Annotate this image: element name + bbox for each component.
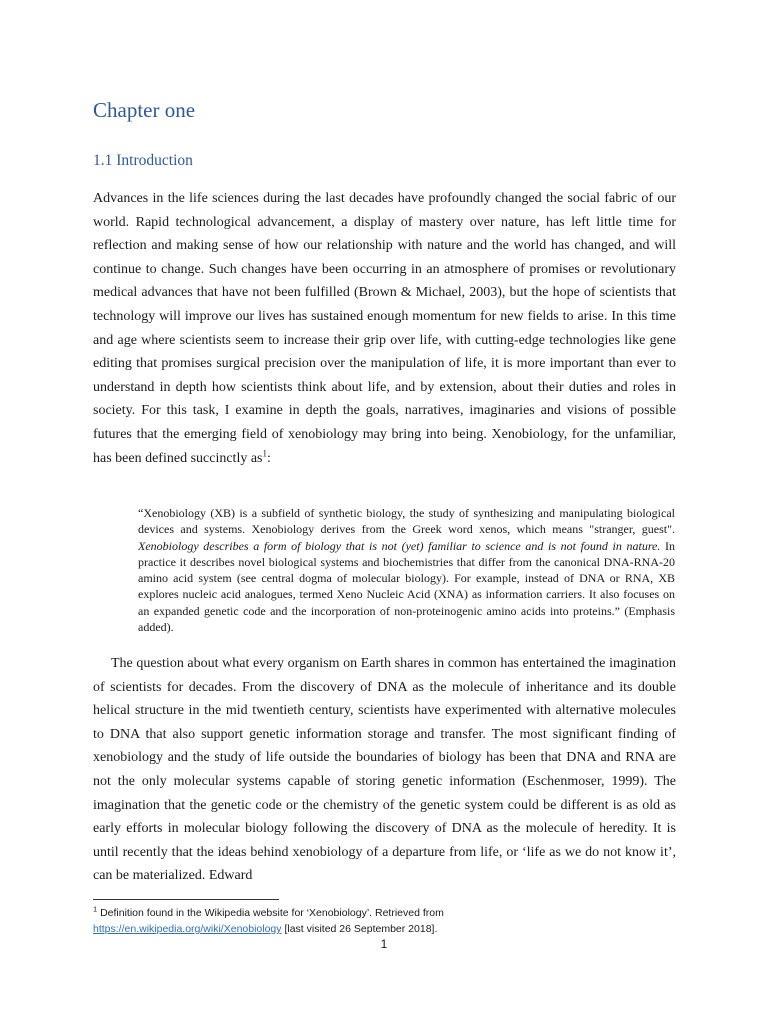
block-quote	[138, 505, 675, 635]
footnote-after-link: [last visited 26 September 2018].	[281, 923, 438, 935]
chapter-title: Chapter one	[93, 98, 196, 122]
footnote-text: Definition found in the Wikipedia website for ‘Xenobiology’. Retrieved from	[97, 907, 444, 919]
intro-paragraph-text: Advances in the life sciences during the last decades have profoundly changed the social fabric of our world. Rapid technological advancement, a display of mastery over nature, has left little time for reflection and making sense of how our relationship with nature and the world has changed, and will continue to change. Such changes have been occurring in an atmosphere of promises or revolutionary medical advances that have not been fulfilled (Brown & Michael, 2003), but the hope of scientists that technology will improve our lives has sustained enough momentum for new fields to arise. In this time and age where scientists seem to increase their grip over life, with cutting-edge technologies like gene editing that promises surgical precision over the manipulation of life, it is more important than ever to understand in depth how scientists think about life, and by extension, about their duties and roles in society. For this task, I examine in depth the goals, narratives, imaginaries and visions of possible futures that the emerging field of xenobiology may bring into being. Xenobiology, for the unfamiliar, has been defined succinctly as	[93, 191, 676, 466]
page-number: 1	[380, 937, 388, 951]
body-paragraph: The question about what every organism on Earth shares in common has entertained the imagination of scientists for decades. From the discovery of DNA as the molecule of inheritance and its double helical structure in the mid twentieth century, scientists have experimented with alternative molecules to DNA that also support genetic information storage and transfer. The most significant finding of xenobiology and the study of life outside the boundaries of biology has been that DNA and RNA are not the only molecular systems capable of storing genetic information (Eschenmoser, 1999). The imagination that the genetic code or the chemistry of the genetic system could be different is as old as early efforts in molecular biology following the discovery of DNA as the molecule of heredity. It is until recently that the ideas behind xenobiology of a departure from life, or ‘life as we do not know it’, can be materialized. Edward	[93, 656, 676, 884]
quote-emphasis: Xenobiology describes a form of biology that is not (yet) familiar to science and is not found in nature.	[138, 538, 661, 553]
quote-text-start: “Xenobiology (XB) is a subfield of synthetic biology, the study of synthesizing and manipulating biological devices and systems. Xenobiology derives from the Greek word xenos, which means "stranger, guest".	[138, 506, 675, 537]
footnote-reference[interactable]: 1	[262, 447, 267, 458]
quote-text-end: In practice it describes novel biological systems and biochemistries that differ from the canonical DNA-RNA-20 amino acid system (see central dogma of molecular biology). For example, instead of DNA or RNA, XB explores nucleic acid analogues, termed Xeno Nucleic Acid (XNA) as information carriers. It also focuses on an expanded genetic code and the incorporation of non-proteinogenic amino acids into proteins.” (Emphasis added).	[138, 538, 675, 635]
section-title: 1.1 Introduction	[93, 152, 193, 169]
footnote-link[interactable]: https://en.wikipedia.org/wiki/Xenobiology	[93, 923, 282, 935]
intro-paragraph-tail: :	[267, 450, 271, 466]
intro-paragraph	[93, 187, 676, 470]
footnote-separator	[93, 899, 279, 900]
footnote	[93, 905, 676, 937]
footnote-number: 1	[93, 904, 98, 914]
